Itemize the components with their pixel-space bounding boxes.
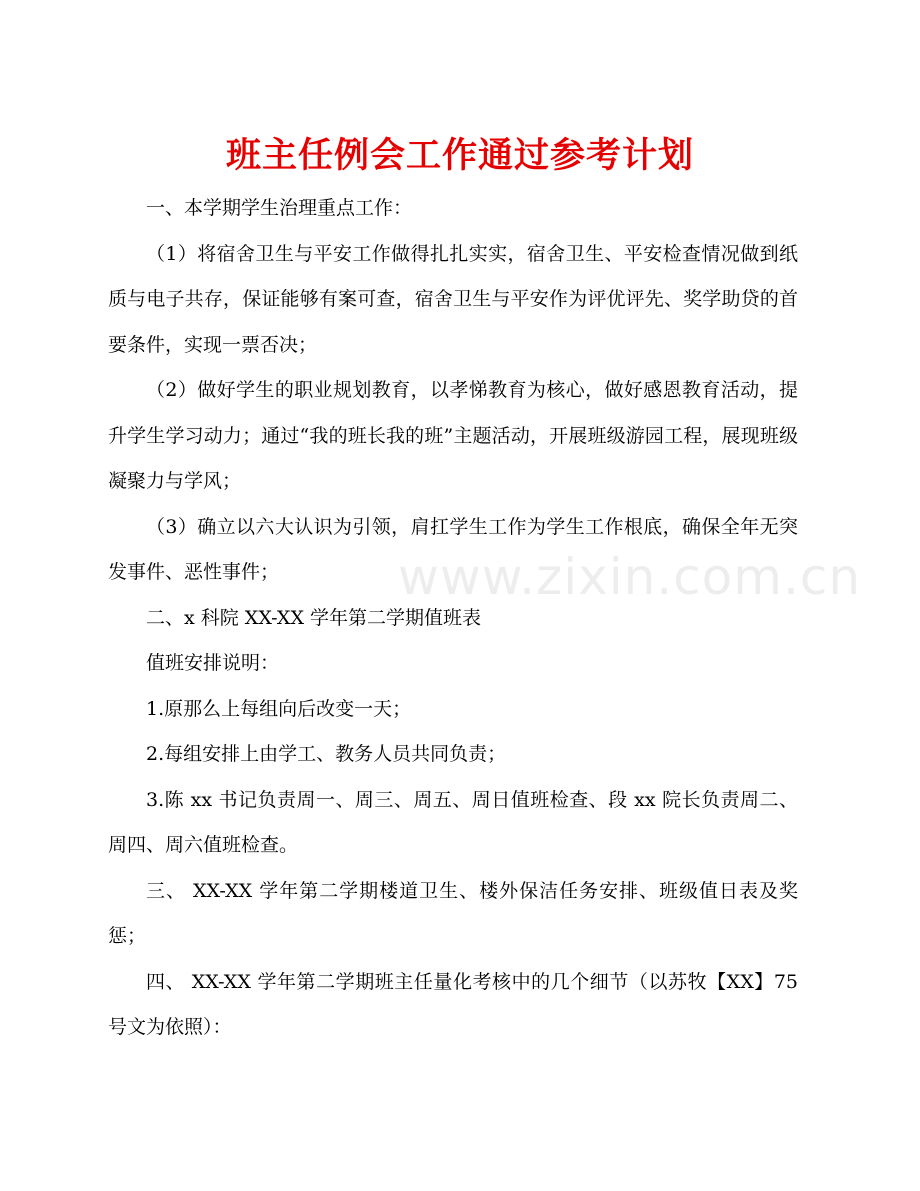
paragraph-duty-note-1: 1.原那么上每组向后改变一天； [146, 697, 412, 720]
paragraph-section-4-heading: 四、 XX-XX 学年第二学期班主任量化考核中的几个细节（以苏牧【XX】75 号文为依照）： [108, 970, 798, 1038]
paragraph-item-1: （1）将宿舍卫生与平安工作做得扎扎实实，宿舍卫生、平安检查情况做到纸质与电子共存，保证能够有案可查，宿舍卫生与平安作为评优评先、奖学助贷的首要条件，实现一票否决； [108, 242, 798, 356]
paragraph-item-2: （2）做好学生的职业规划教育，以孝悌教育为核心，做好感恩教育活动，提升学生学习动力；通过“我的班长我的班”主题活动，开展班级游园工程，展现班级凝聚力与学风； [108, 379, 798, 492]
paragraph-section-2-heading: 二、x 科院 XX-XX 学年第二学期值班表 [146, 606, 482, 629]
paragraph-duty-note-3: 3.陈 xx 书记负责周一、周三、周五、周日值班检查、段 xx 院长负责周二、周四、周六值班检查。 [108, 788, 798, 856]
paragraph-duty-note-heading: 值班安排说明： [146, 652, 280, 674]
paragraph-section-1-heading: 一、本学期学生治理重点工作： [146, 197, 413, 219]
paragraph-duty-note-2: 2.每组安排上由学工、教务人员共同负责； [146, 743, 507, 765]
document-title: 班主任例会工作通过参考计划 [225, 136, 694, 176]
paragraph-item-3: （3）确立以六大认识为引领，肩扛学生工作为学生工作根底，确保全年无突发事件、恶性事件； [108, 515, 798, 583]
document-body [108, 186, 798, 1051]
watermark: www.zixin.com.cn [398, 548, 862, 606]
paragraph-section-3-heading: 三、 XX-XX 学年第二学期楼道卫生、楼外保洁任务安排、班级值日表及奖惩； [108, 879, 798, 947]
